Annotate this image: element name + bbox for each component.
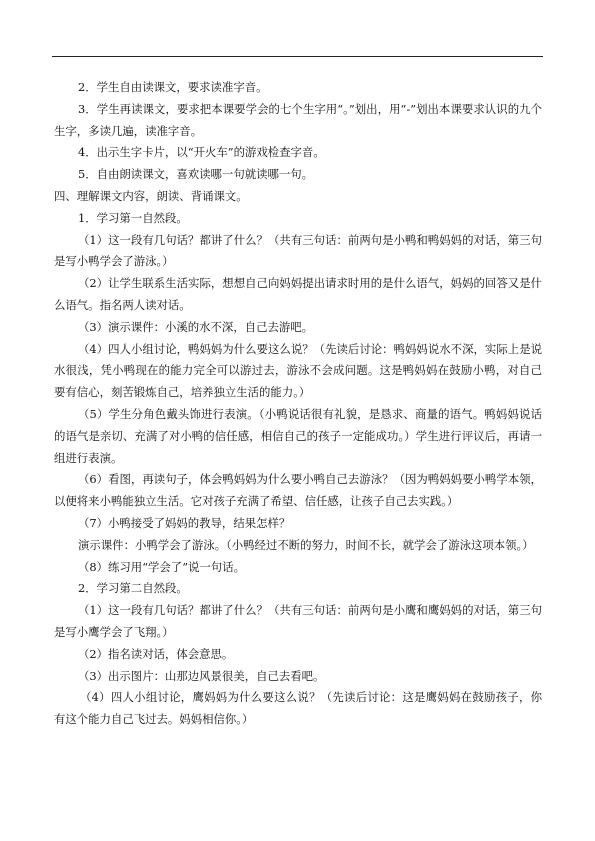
paragraph-step-2: 2．学生自由读课文，要求读准字音。 xyxy=(78,80,268,94)
header-rule xyxy=(52,56,543,57)
paragraph-item-1-5: （5）学生分角色戴头饰进行表演。（小鸭说话很有礼貌，是恳求、商量的语气。鸭妈妈说话的语气是亲切、充满了对小鸭的信任感，相信自己的孩子一定能成功。）学生进行评议后，再请一组进行表演。 xyxy=(54,406,542,465)
paragraph-item-2-4: （4）四人小组讨论，鹰妈妈为什么要这么说？（先读后讨论：这是鹰妈妈在鼓励孩子，你有这个能力自己飞过去。妈妈相信你。） xyxy=(54,690,542,727)
paragraph-courseware-demo: 演示课件：小鸭学会了游泳。（小鸭经过不断的努力，时间不长，就学会了游泳这项本领。） xyxy=(78,537,534,552)
paragraph-step-4: 4．出示生字卡片，以“开火车”的游戏检查字音。 xyxy=(78,145,325,160)
subsection-heading-1: 1．学习第一自然段。 xyxy=(78,210,188,225)
paragraph-item-1-1: （1）这一段有几句话？都讲了什么？（共有三句话：前两句是小鸭和鸭妈妈的对话，第三句是写小鸭学会了游泳。） xyxy=(54,232,542,269)
paragraph-item-1-6: （6）看图，再读句子，体会鸭妈妈为什么要小鸭自己去游泳？（因为鸭妈妈要小鸭学本领，以便将来小鸭能独立生活。它对孩子充满了希望、信任感，让孩子自己去实践。） xyxy=(54,472,542,509)
paragraph-item-1-8: （8）练习用“学会了”说一句话。 xyxy=(78,559,245,574)
paragraph-item-2-1: （1）这一段有几句话？都讲了什么？（共有三句话：前两句是小鹰和鹰妈妈的对话，第三句是写小鹰学会了飞翔。） xyxy=(54,603,542,639)
paragraph-item-1-2: （2）让学生联系生活实际，想想自己向妈妈提出请求时用的是什么语气，妈妈的回答又是什么语气。指名两人读对话。 xyxy=(54,276,542,312)
document-body xyxy=(54,77,542,731)
paragraph-item-1-7: （7）小鸭接受了妈妈的教导，结果怎样？ xyxy=(78,515,291,530)
paragraph-item-2-3: （3）出示图片：山那边风景很美，自己去看吧。 xyxy=(78,668,325,683)
paragraph-item-1-4: （4）四人小组讨论，鸭妈妈为什么要这么说？（先读后讨论：鸭妈妈说水不深，实际上是说水很浅，凭小鸭现在的能力完全可以游过去，游泳不会成问题。这是鸭妈妈在鼓励小鸭，对自己要有信心，刻苦锻炼自己，培养独立生活的能力。） xyxy=(54,341,542,400)
section-heading-4: 四、理解课文内容，朗读、背诵课文。 xyxy=(54,188,248,203)
paragraph-step-5: 5．自由朗读课文，喜欢读哪一句就读哪一句。 xyxy=(78,167,314,182)
subsection-heading-2: 2．学习第二自然段。 xyxy=(78,581,188,596)
paragraph-item-1-3: （3）演示课件：小溪的水不深，自己去游吧。 xyxy=(78,319,314,334)
paragraph-item-2-2: （2）指名读对话，体会意思。 xyxy=(78,646,234,661)
paragraph-step-3: 3．学生再读课文，要求把本课要学会的七个生字用“。”划出，用“-”划出本课要求认识的九个生字，多读几遍，读准字音。 xyxy=(54,101,542,138)
